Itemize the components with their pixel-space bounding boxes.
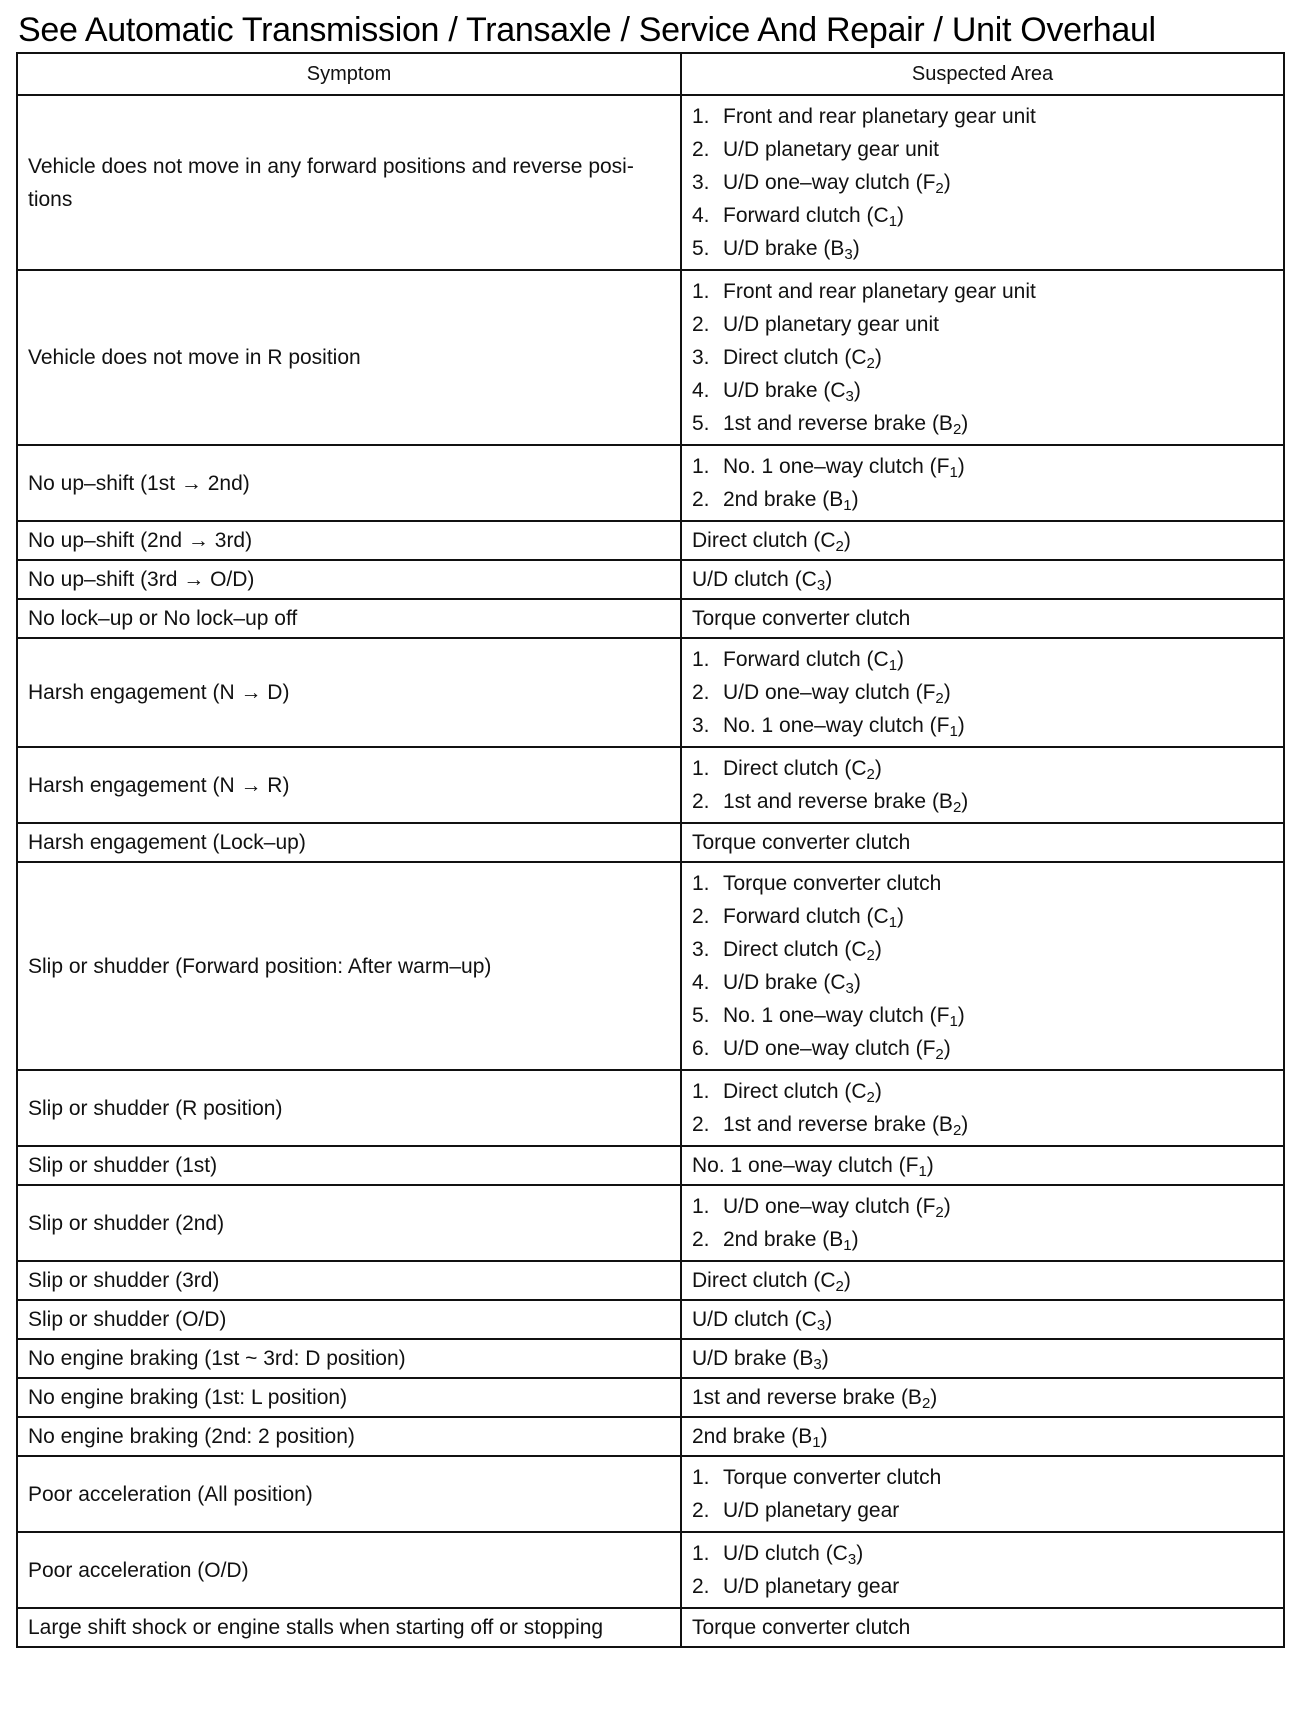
suspected-area-cell xyxy=(681,1261,1284,1300)
symptom-cell: No up–shift (3rd → O/D) xyxy=(17,560,681,599)
suspected-area-cell xyxy=(681,1456,1284,1532)
suspected-area-item xyxy=(692,752,1273,785)
subscript: 3 xyxy=(845,980,854,997)
symptom-cell: Harsh engagement (N → D) xyxy=(17,638,681,747)
item-number: 2. xyxy=(692,905,710,928)
item-text xyxy=(723,1494,899,1527)
table-row xyxy=(17,1339,1284,1378)
table-row xyxy=(17,445,1284,521)
subscript: 2 xyxy=(935,1204,944,1221)
subscript: 2 xyxy=(935,180,944,197)
item-text xyxy=(723,1537,863,1570)
symptom-cell: No up–shift (2nd → 3rd) xyxy=(17,521,681,560)
area-text: 1st and reverse brake (B xyxy=(723,790,953,813)
item-text xyxy=(723,341,882,374)
area-text-end: ) xyxy=(943,681,951,704)
suspected-area-cell xyxy=(681,599,1284,638)
area-text: U/D one–way clutch (F xyxy=(723,681,936,704)
item-text xyxy=(723,133,939,166)
area-text: Torque converter clutch xyxy=(692,607,911,630)
area-text-end: ) xyxy=(825,1308,833,1331)
item-number: 2. xyxy=(692,1228,710,1251)
subscript: 1 xyxy=(918,1163,927,1180)
area-text: 2nd brake (B xyxy=(723,488,844,511)
suspected-area-cell xyxy=(681,1070,1284,1146)
suspected-area-item xyxy=(692,374,1273,407)
area-text-end: ) xyxy=(897,204,905,227)
subscript: 3 xyxy=(816,1317,826,1334)
item-text xyxy=(723,483,859,516)
table-row xyxy=(17,1532,1284,1608)
item-text xyxy=(723,1108,968,1141)
suspected-area-item xyxy=(692,341,1273,374)
table-row xyxy=(17,270,1284,445)
symptom-cell: Harsh engagement (Lock–up) xyxy=(17,823,681,862)
suspected-area-single xyxy=(692,1420,1273,1453)
item-number: 2. xyxy=(692,138,710,161)
area-text: U/D brake (C xyxy=(723,379,846,402)
area-text: Torque converter clutch xyxy=(723,872,942,895)
item-text xyxy=(723,1075,882,1108)
area-text-end: ) xyxy=(957,1004,965,1027)
item-text xyxy=(723,709,965,742)
area-text: U/D brake (C xyxy=(723,971,846,994)
subscript: 1 xyxy=(888,914,898,931)
suspected-area-single xyxy=(692,602,1273,635)
table-row xyxy=(17,747,1284,823)
suspected-area-item xyxy=(692,933,1273,966)
area-text-end: ) xyxy=(874,757,882,780)
item-text xyxy=(723,407,968,440)
suspected-area-cell xyxy=(681,445,1284,521)
item-text xyxy=(723,900,904,933)
suspected-area-item xyxy=(692,1223,1273,1256)
subscript: 2 xyxy=(866,355,875,372)
area-text: No. 1 one–way clutch (F xyxy=(723,714,950,737)
subscript: 2 xyxy=(866,766,875,783)
symptom-table xyxy=(16,52,1285,1648)
item-text xyxy=(723,199,904,232)
subscript: 1 xyxy=(949,723,958,740)
subscript: 3 xyxy=(847,1551,857,1568)
item-number: 5. xyxy=(692,412,710,435)
area-text: Torque converter clutch xyxy=(692,1616,911,1639)
area-text: Torque converter clutch xyxy=(723,1466,942,1489)
subscript: 2 xyxy=(952,421,962,438)
item-text xyxy=(723,933,882,966)
symptom-cell: Slip or shudder (O/D) xyxy=(17,1300,681,1339)
symptom-cell: Poor acceleration (O/D) xyxy=(17,1532,681,1608)
symptom-cell: No up–shift (1st → 2nd) xyxy=(17,445,681,521)
item-number: 1. xyxy=(692,757,710,780)
symptom-cell: Poor acceleration (All position) xyxy=(17,1456,681,1532)
table-row xyxy=(17,1608,1284,1647)
area-text-end: ) xyxy=(961,1113,969,1136)
area-text: U/D clutch (C xyxy=(692,1308,817,1331)
area-text: Direct clutch (C xyxy=(723,757,867,780)
subscript: 2 xyxy=(935,1046,944,1063)
item-number: 3. xyxy=(692,714,710,737)
suspected-area-single xyxy=(692,1611,1273,1644)
area-text: Direct clutch (C xyxy=(692,529,836,552)
suspected-area-cell xyxy=(681,862,1284,1070)
suspected-area-item xyxy=(692,199,1273,232)
area-text-end: ) xyxy=(874,1080,882,1103)
item-text xyxy=(723,867,941,900)
table-row xyxy=(17,1070,1284,1146)
item-number: 1. xyxy=(692,1080,710,1103)
subscript: 2 xyxy=(935,690,944,707)
area-text: 1st and reverse brake (B xyxy=(723,1113,953,1136)
suspected-area-item xyxy=(692,1075,1273,1108)
symptom-cell: Slip or shudder (1st) xyxy=(17,1146,681,1185)
area-text-end: ) xyxy=(825,568,833,591)
subscript: 3 xyxy=(845,388,854,405)
area-text: Forward clutch (C xyxy=(723,648,889,671)
area-text-end: ) xyxy=(943,1037,951,1060)
area-text: U/D planetary gear xyxy=(723,1499,900,1522)
suspected-area-item xyxy=(692,275,1273,308)
suspected-area-item xyxy=(692,407,1273,440)
suspected-area-cell xyxy=(681,747,1284,823)
item-number: 2. xyxy=(692,1575,710,1598)
area-text: U/D planetary gear xyxy=(723,1575,900,1598)
area-text: Front and rear planetary gear unit xyxy=(723,105,1036,128)
item-text xyxy=(723,676,951,709)
area-text: Torque converter clutch xyxy=(692,831,911,854)
area-text: Forward clutch (C xyxy=(723,204,889,227)
suspected-area-single xyxy=(692,563,1273,596)
suspected-area-cell xyxy=(681,1300,1284,1339)
suspected-area-single xyxy=(692,1342,1273,1375)
subscript: 1 xyxy=(949,464,958,481)
item-number: 1. xyxy=(692,455,710,478)
item-number: 5. xyxy=(692,237,710,260)
suspected-area-cell xyxy=(681,1417,1284,1456)
suspected-area-item xyxy=(692,1537,1273,1570)
suspected-area-cell xyxy=(681,270,1284,445)
suspected-area-item xyxy=(692,100,1273,133)
suspected-area-item xyxy=(692,676,1273,709)
subscript: 3 xyxy=(813,1356,822,1373)
subscript: 2 xyxy=(952,799,962,816)
subscript: 1 xyxy=(843,1237,852,1254)
item-number: 4. xyxy=(692,379,710,402)
area-text: Direct clutch (C xyxy=(723,1080,867,1103)
item-number: 4. xyxy=(692,204,710,227)
suspected-area-item xyxy=(692,643,1273,676)
suspected-area-single xyxy=(692,1264,1273,1297)
suspected-area-item xyxy=(692,1494,1273,1527)
subscript: 3 xyxy=(844,246,853,263)
item-number: 2. xyxy=(692,1113,710,1136)
suspected-area-item xyxy=(692,900,1273,933)
item-number: 2. xyxy=(692,488,710,511)
item-number: 2. xyxy=(692,681,710,704)
area-text-end: ) xyxy=(820,1425,828,1448)
symptom-cell: Slip or shudder (R position) xyxy=(17,1070,681,1146)
item-text xyxy=(723,1032,951,1065)
area-text-end: ) xyxy=(943,171,951,194)
area-text: 1st and reverse brake (B xyxy=(692,1386,922,1409)
area-text: Direct clutch (C xyxy=(723,346,867,369)
table-row xyxy=(17,95,1284,270)
area-text: Direct clutch (C xyxy=(692,1269,836,1292)
table-row xyxy=(17,638,1284,747)
item-number: 2. xyxy=(692,1499,710,1522)
area-text-end: ) xyxy=(853,971,861,994)
table-row xyxy=(17,1300,1284,1339)
item-number: 3. xyxy=(692,346,710,369)
suspected-area-cell xyxy=(681,1185,1284,1261)
table-row xyxy=(17,521,1284,560)
area-text: U/D one–way clutch (F xyxy=(723,1195,936,1218)
item-text xyxy=(723,1223,859,1256)
area-text: U/D brake (B xyxy=(723,237,845,260)
area-text-end: ) xyxy=(843,529,851,552)
area-text-end: ) xyxy=(943,1195,951,1218)
symptom-column-header: Symptom xyxy=(17,53,681,95)
suspected-area-item xyxy=(692,450,1273,483)
table-row xyxy=(17,823,1284,862)
item-number: 3. xyxy=(692,171,710,194)
area-text-end: ) xyxy=(856,1542,864,1565)
symptom-cell: No lock–up or No lock–up off xyxy=(17,599,681,638)
area-text: No. 1 one–way clutch (F xyxy=(723,1004,950,1027)
subscript: 1 xyxy=(812,1434,821,1451)
item-text xyxy=(723,999,965,1032)
item-text xyxy=(723,1570,899,1603)
area-text: U/D planetary gear unit xyxy=(723,138,939,161)
area-text: U/D planetary gear unit xyxy=(723,313,939,336)
suspected-area-cell xyxy=(681,1378,1284,1417)
suspected-area-item xyxy=(692,1032,1273,1065)
suspected-area-item xyxy=(692,1570,1273,1603)
area-text-end: ) xyxy=(961,790,969,813)
suspected-area-single xyxy=(692,826,1273,859)
area-text-end: ) xyxy=(926,1154,934,1177)
item-text xyxy=(723,643,904,676)
table-row xyxy=(17,1417,1284,1456)
suspected-area-item xyxy=(692,966,1273,999)
area-text-end: ) xyxy=(852,237,860,260)
item-text xyxy=(723,374,861,407)
subscript: 2 xyxy=(921,1395,931,1412)
area-text-end: ) xyxy=(957,714,965,737)
table-body xyxy=(17,95,1284,1647)
suspected-area-item xyxy=(692,785,1273,818)
area-text: U/D one–way clutch (F xyxy=(723,1037,936,1060)
suspected-area-cell xyxy=(681,560,1284,599)
item-number: 1. xyxy=(692,280,710,303)
item-number: 4. xyxy=(692,971,710,994)
area-text: 1st and reverse brake (B xyxy=(723,412,953,435)
subscript: 3 xyxy=(816,577,826,594)
suspected-area-cell xyxy=(681,1608,1284,1647)
area-text-end: ) xyxy=(874,938,882,961)
suspected-area-single xyxy=(692,1303,1273,1336)
area-text: Front and rear planetary gear unit xyxy=(723,280,1036,303)
area-text-end: ) xyxy=(897,905,905,928)
symptom-cell: Slip or shudder (Forward position: After warm–up) xyxy=(17,862,681,1070)
item-number: 6. xyxy=(692,1037,710,1060)
suspected-area-item xyxy=(692,308,1273,341)
area-text: U/D clutch (C xyxy=(692,568,817,591)
suspected-area-single xyxy=(692,1149,1273,1182)
item-text xyxy=(723,1461,941,1494)
item-text xyxy=(723,1190,951,1223)
item-number: 5. xyxy=(692,1004,710,1027)
table-row xyxy=(17,1261,1284,1300)
symptom-cell: No engine braking (1st ~ 3rd: D position) xyxy=(17,1339,681,1378)
area-text-end: ) xyxy=(961,412,969,435)
area-text: U/D brake (B xyxy=(692,1347,814,1370)
area-text-end: ) xyxy=(843,1269,851,1292)
suspected-area-item xyxy=(692,483,1273,516)
suspected-area-item xyxy=(692,999,1273,1032)
suspected-area-item xyxy=(692,232,1273,265)
subscript: 1 xyxy=(888,213,898,230)
item-number: 2. xyxy=(692,313,710,336)
subscript: 2 xyxy=(835,538,844,555)
suspected-area-cell xyxy=(681,95,1284,270)
symptom-cell: Large shift shock or engine stalls when starting off or stopping xyxy=(17,1608,681,1647)
area-text: 2nd brake (B xyxy=(723,1228,844,1251)
suspected-area-item xyxy=(692,1461,1273,1494)
table-row xyxy=(17,1378,1284,1417)
suspected-area-item xyxy=(692,1108,1273,1141)
area-text: U/D one–way clutch (F xyxy=(723,171,936,194)
item-number: 1. xyxy=(692,1542,710,1565)
suspected-area-item xyxy=(692,133,1273,166)
table-row xyxy=(17,560,1284,599)
area-text-end: ) xyxy=(897,648,905,671)
area-text-end: ) xyxy=(821,1347,829,1370)
symptom-cell: Slip or shudder (2nd) xyxy=(17,1185,681,1261)
item-text xyxy=(723,308,939,341)
subscript: 2 xyxy=(866,1089,875,1106)
suspected-area-cell xyxy=(681,521,1284,560)
area-text: Direct clutch (C xyxy=(723,938,867,961)
symptom-cell: Harsh engagement (N → R) xyxy=(17,747,681,823)
area-text-end: ) xyxy=(957,455,965,478)
item-number: 1. xyxy=(692,872,710,895)
suspected-area-cell xyxy=(681,638,1284,747)
area-text-end: ) xyxy=(874,346,882,369)
item-text xyxy=(723,450,965,483)
suspected-area-single xyxy=(692,524,1273,557)
subscript: 1 xyxy=(843,497,852,514)
item-text xyxy=(723,752,882,785)
symptom-cell: No engine braking (1st: L position) xyxy=(17,1378,681,1417)
subscript: 1 xyxy=(888,657,898,674)
area-text: U/D clutch (C xyxy=(723,1542,848,1565)
table-row xyxy=(17,599,1284,638)
page-title: See Automatic Transmission / Transaxle / Service And Repair / Unit Overhaul xyxy=(18,11,1156,49)
area-text-end: ) xyxy=(930,1386,938,1409)
suspected-area-item xyxy=(692,166,1273,199)
item-text xyxy=(723,100,1036,133)
area-text: Forward clutch (C xyxy=(723,905,889,928)
suspected-area-item xyxy=(692,1190,1273,1223)
suspected-area-column-header: Suspected Area xyxy=(681,53,1284,95)
item-number: 1. xyxy=(692,105,710,128)
suspected-area-item xyxy=(692,867,1273,900)
table-row xyxy=(17,1146,1284,1185)
item-number: 1. xyxy=(692,648,710,671)
item-text xyxy=(723,166,951,199)
item-number: 1. xyxy=(692,1195,710,1218)
area-text: No. 1 one–way clutch (F xyxy=(723,455,950,478)
symptom-cell: Vehicle does not move in R position xyxy=(17,270,681,445)
subscript: 1 xyxy=(949,1013,958,1030)
item-number: 3. xyxy=(692,938,710,961)
area-text: No. 1 one–way clutch (F xyxy=(692,1154,919,1177)
area-text: 2nd brake (B xyxy=(692,1425,813,1448)
area-text-end: ) xyxy=(851,1228,859,1251)
table-header-row xyxy=(17,53,1284,95)
subscript: 2 xyxy=(952,1122,962,1139)
item-number: 2. xyxy=(692,790,710,813)
symptom-cell: Vehicle does not move in any forward positions and reverse posi- tions xyxy=(17,95,681,270)
suspected-area-item xyxy=(692,709,1273,742)
table-row xyxy=(17,862,1284,1070)
suspected-area-cell xyxy=(681,823,1284,862)
suspected-area-cell xyxy=(681,1532,1284,1608)
item-text xyxy=(723,966,861,999)
symptom-cell: No engine braking (2nd: 2 position) xyxy=(17,1417,681,1456)
item-text xyxy=(723,785,968,818)
table-row xyxy=(17,1185,1284,1261)
subscript: 2 xyxy=(866,947,875,964)
item-text xyxy=(723,275,1036,308)
area-text-end: ) xyxy=(851,488,859,511)
symptom-cell: Slip or shudder (3rd) xyxy=(17,1261,681,1300)
suspected-area-cell xyxy=(681,1339,1284,1378)
area-text-end: ) xyxy=(853,379,861,402)
suspected-area-cell xyxy=(681,1146,1284,1185)
subscript: 2 xyxy=(835,1278,844,1295)
item-text xyxy=(723,232,860,265)
suspected-area-single xyxy=(692,1381,1273,1414)
item-number: 1. xyxy=(692,1466,710,1489)
table-row xyxy=(17,1456,1284,1532)
